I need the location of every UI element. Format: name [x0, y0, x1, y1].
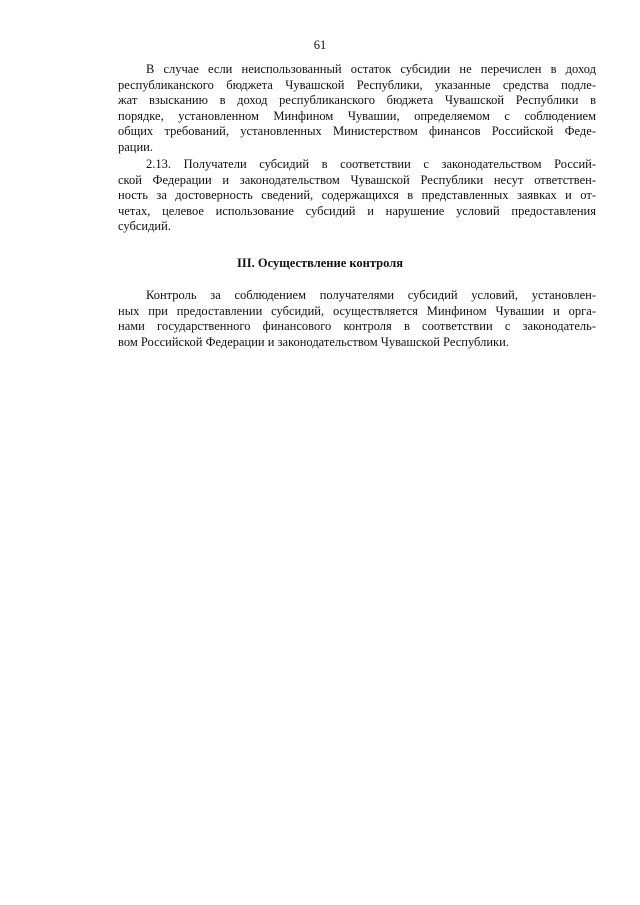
paragraph-line: республиканского бюджета Чувашской Республики, указанные средства подле- [118, 77, 596, 92]
paragraph-line: субсидий. [118, 219, 171, 234]
paragraph-line: Контроль за соблюдением получателями субсидий условий, установлен- [146, 288, 596, 302]
paragraph-line: рации. [118, 139, 153, 154]
paragraph-line: ных при предоставлении субсидий, осуществляется Минфином Чувашии и орга- [118, 303, 596, 318]
paragraph-line: ской Федерации и законодательством Чувашской Республики несут ответствен- [118, 172, 596, 187]
paragraph-line: общих требований, установленных Министерством финансов Российской Феде- [118, 124, 596, 139]
paragraph-line: нами государственного финансового контроля в соответствии с законодатель- [118, 319, 596, 334]
paragraph-control [118, 288, 596, 350]
paragraph-2-13-responsibility [118, 157, 596, 235]
paragraph-line: ность за достоверность сведений, содержащихся в представленных заявках и от- [118, 188, 596, 203]
paragraph-line: вом Российской Федерации и законодательством Чувашской Республики. [118, 334, 509, 349]
page-number: 61 [313, 38, 327, 52]
paragraph-line: жат взысканию в доход республиканского бюджета Чувашской Республики в [118, 93, 596, 108]
paragraph-line: 2.13. Получатели субсидий в соответствии с законодательством Россий- [146, 157, 596, 171]
section-heading: III. Осуществление контроля [237, 256, 403, 270]
paragraph-subsidy-refund [118, 62, 596, 156]
paragraph-line: четах, целевое использование субсидий и нарушение условий предоставления [118, 203, 596, 218]
paragraph-line: В случае если неиспользованный остаток субсидии не перечислен в доход [146, 62, 596, 76]
paragraph-line: порядке, установленном Минфином Чувашии, определяемом с соблюдением [118, 108, 596, 123]
